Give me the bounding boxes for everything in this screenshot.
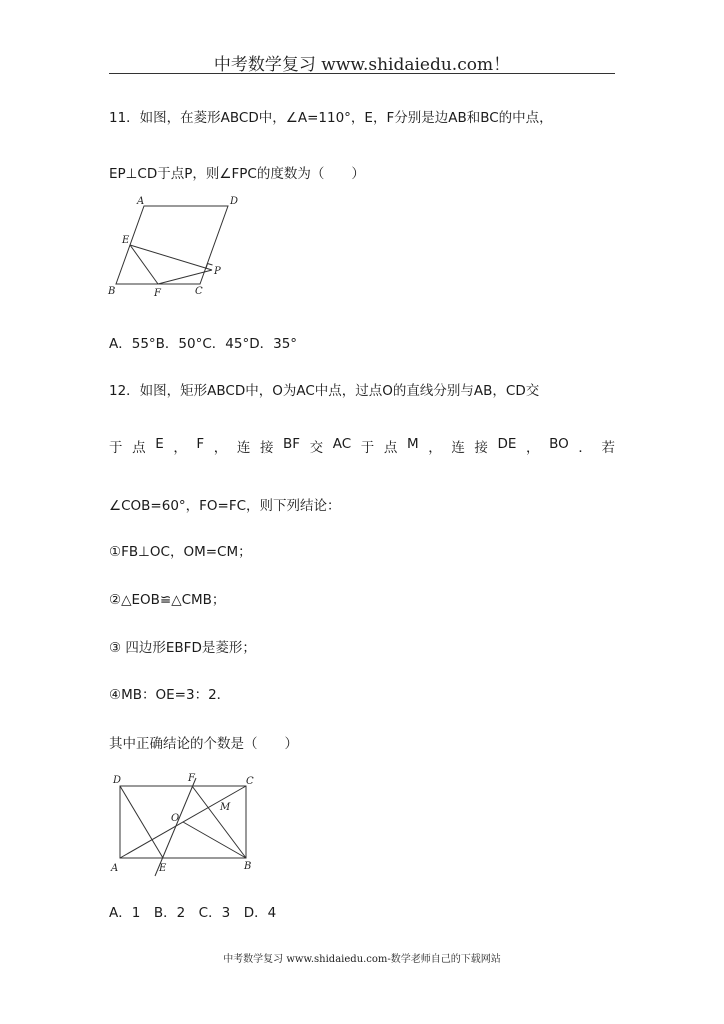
label-b: B [244, 861, 252, 872]
label-d: D [113, 775, 122, 786]
rhombus-abcd [116, 206, 228, 284]
segment-bf [192, 786, 246, 858]
q12-conclusion-4: ④MB：OE=3：2． [109, 687, 231, 703]
label-a: A [111, 863, 119, 874]
header-divider [109, 73, 615, 74]
label-c: C [195, 286, 203, 297]
label-a: A [137, 196, 145, 207]
q12-conclusion-2: ②△EOB≌△CMB； [109, 592, 226, 608]
line-ef-extended [155, 778, 196, 876]
q12-question: 其中正确结论的个数是（ ） [109, 736, 298, 752]
q12-text-line2: 于 点 E ， F ， 连 接 BF 交 AC 于 点 M ， 连 接 DE ， BO ． 若 [109, 436, 615, 456]
label-e: E [122, 235, 130, 246]
q12-options: A．1 B．2 C．3 D．4 [109, 905, 277, 921]
label-b: B [108, 286, 116, 297]
label-f: F [154, 288, 161, 299]
segment-fp [158, 270, 212, 284]
page-header-title: 中考数学复习 www.shidaiedu.com！ [213, 55, 511, 75]
q11-text-line1: 11．如图，在菱形ABCD中，∠A=110°，E，F分别是边AB和BC的中点， [109, 110, 553, 126]
q11-text-line2: EP⊥CD于点P，则∠FPC的度数为（ ） [109, 166, 365, 182]
label-d: D [230, 196, 239, 207]
right-angle-mark-p [206, 264, 213, 269]
label-f: F [188, 773, 195, 784]
q11-rhombus-figure [100, 194, 260, 304]
segment-ef [130, 245, 158, 284]
q11-options: A．55°B．50°C．45°D．35° [109, 336, 298, 352]
label-c: C [246, 776, 254, 787]
q12-rectangle-figure [100, 770, 270, 880]
segment-ep [130, 245, 212, 270]
label-e: E [159, 863, 167, 874]
label-m: M [220, 802, 231, 813]
q12-text-line3: ∠COB=60°，FO=FC，则下列结论： [109, 498, 341, 514]
label-o: O [171, 813, 180, 824]
segment-bo [183, 822, 246, 858]
q12-conclusion-3: ③ 四边形EBFD是菱形； [109, 640, 256, 656]
segment-de [120, 786, 163, 858]
q12-text-line1: 12．如图，矩形ABCD中，O为AC中点，过点O的直线分别与AB，CD交 [109, 383, 540, 399]
q12-conclusion-1: ①FB⊥OC，OM=CM； [109, 544, 252, 560]
page-footer: 中考数学复习 www.shidaiedu.com-数学老师自己的下载网站 [223, 954, 501, 965]
label-p: P [214, 266, 221, 277]
